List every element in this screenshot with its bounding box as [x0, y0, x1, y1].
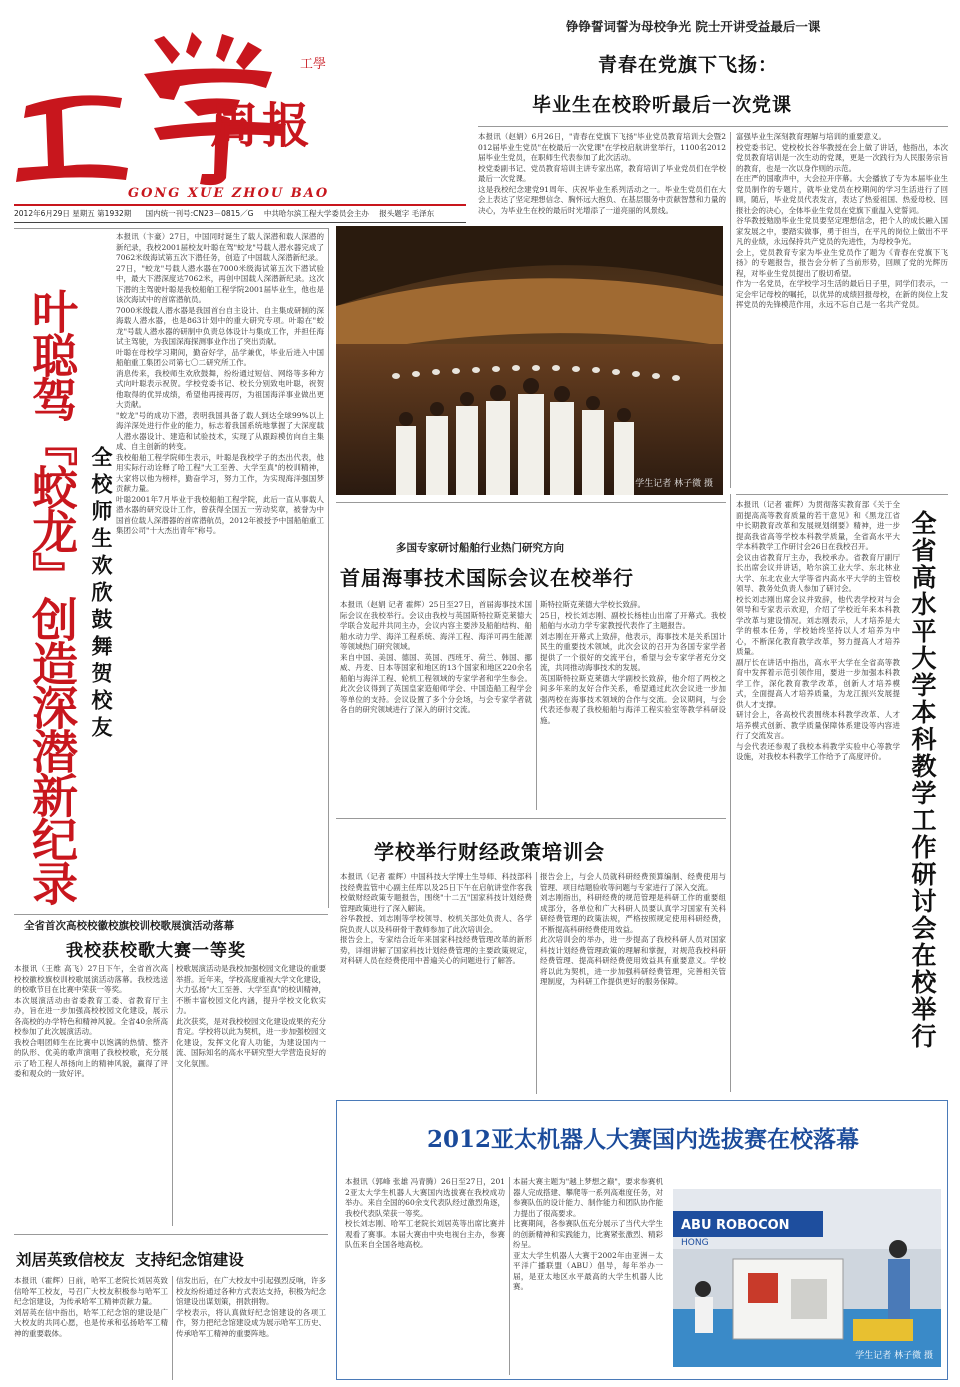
masthead-pinyin: GONG XUE ZHOU BAO — [128, 186, 330, 201]
robot-headline: 2012亚太机器人大赛国内选拔赛在校落幕 — [426, 1126, 859, 1153]
conference-col-2: 斯特拉斯克莱德大学校长致辞。 25日，校长刘志刚、副校长杨桂山出席了开幕式。我校船舶与水动力学专家教授代表作了主题报告。 刘志刚在开幕式上致辞，他表示，海事技术是关系国计民生的重要技术领域，此次会议的召开为各国专家学者提供了一个很好的交流平台，希望与会专家学者充分交流，共同推动海事技术的发展。 英国斯特拉斯克莱德大学副校长致辞，他介绍了两校之间多年来的友好合作关系，希望通过此次会议进一步加强两校在海事技术领域的合作与交流。会议期间，与会代表还参观了我校船舶与海洋工程实验室等教学科研设施。 — [540, 600, 726, 725]
conference-col-divider — [536, 600, 537, 810]
finance-col-1: 本报讯（记者 霍辉）中国科技大学博士生导师、科技部科技经费监管中心副主任库以及25日下午在启航讲堂作客我校做财经政策专题报告，围绕"十二五"国家科技计划经费管理政策进行了深入解读。 谷华教授、刘志刚等学校领导、校机关部处负责人、各学院负责人以及科研骨干教师参加了此次培训会。 报告会上，专家结合近年来国家科技经费管理改革的新形势，详细讲解了国家科技计划经费管理的主要政策规定，对科研人员在经费使用中普遍关心的问题进行了解答。 — [340, 872, 532, 965]
robot-competition-photo-icon — [673, 1189, 941, 1367]
lead-headline-2: 毕业生在校聆听最后一次党课 — [532, 94, 793, 116]
left-subhead: 全校师生欢欣鼓舞贺校友 — [89, 446, 114, 743]
masthead-info-line — [14, 208, 466, 219]
lead-headline-1: 青春在党旗下飞扬： — [598, 54, 779, 76]
anthem-kicker: 全省首次高校校徽校旗校训校歌展演活动落幕 — [24, 920, 234, 932]
anthem-top-rule — [14, 914, 328, 915]
left-body: 本报讯（卞豪）27日，中国同时诞生了载人深潜和载人深潜的新纪录，我校2001届校友叶聪在驾"蛟龙"号载人潜水器完成了7062米级海试第五次下潜任务，创造了中国载人深潜新纪录。 27日，"蛟龙"号载人潜水器在7000米级海试第五次下潜试验中，最大下潜深度达7062米，再创中国载人深潜新纪录。这次下潜的主驾驶叶聪是我校船舶工程学院2001届毕业生，他也是该次海试中的首席潜航员。 7000米级载人潜水器是我国首台自主设计、自主集成研制的深海载人潜水器，也是863计划中的重大研究专项。叶聪在"蛟龙"号载人潜水器的研制中负责总体设计与集成工作，并担任海试主驾驶，为我国深海探测事业作出了突出贡献。 叶聪在母校学习期间，勤奋好学，品学兼优，毕业后进入中国船舶重工集团公司第七〇二研究所工作。 消息传来，我校师生欢欣鼓舞，纷纷通过短信、网络等多种方式向叶聪表示祝贺。学校党委书记、校长分别致电叶聪，祝贺他取得的优异成绩，希望他再接再厉，为祖国海洋事业做出更大贡献。 "蛟龙"号的成功下潜，表明我国具备了载人到达全球99%以上海洋深处进行作业的能力，标志着我国系统地掌握了大深度载人潜水器设计、建造和试验技术，实现了从跟踪模仿向自主集成、自主创新的转变。 我校船舶工程学院师生表示，叶聪是我校学子的杰出代表，他用实际行动诠释了哈工程"大工至善、大学至真"的校训精神，大家将以他为榜样，勤奋学习，努力工作，为实现海洋强国梦贡献力量。 叶聪2001年7月毕业于我校船舶工程学院，此后一直从事载人潜水器的研究设计工作，曾获得全国五一劳动奖章，被誉为中国首位载人深潜器的首席潜航员，2012年被授予中国船舶重工集团公司"十大杰出青年"称号。 — [116, 232, 324, 535]
right-headline: 全省高水平大学本科教学工作研讨会在校举行 — [908, 510, 937, 1050]
donation-headline: 刘居英致信校友 支持纪念馆建设 — [16, 1250, 244, 1269]
donation-top-rule — [14, 1234, 328, 1235]
robot-col-2: 本届大赛主题为"越上梦想之巅"，要求参赛机器人完成搭建、攀爬等一系列高难度任务，对参赛队伍的设计能力、制作能力和团队协作能力提出了很高要求。 比赛期间，各参赛队伍充分展示了当代大学生的创新精神和实践能力，比赛紧张激烈、精彩纷呈。 亚太大学生机器人大赛于2002年由亚洲－太平洋广播联盟（ABU）倡导，每年举办一届，是亚太地区水平最高的大学生机器人比赛。 — [513, 1177, 663, 1291]
robot-photo — [673, 1189, 941, 1367]
finance-top-rule — [336, 818, 726, 819]
donation-col-1: 本报讯（霍辉）日前，哈军工老院长刘居英致信哈军工校友，号召广大校友积极参与哈军工纪念馆建设，为传承哈军工精神贡献力量。 刘居英在信中指出，哈军工纪念馆的建设是广大校友的共同心愿，也是传承和弘扬哈军工精神的重要载体。 — [14, 1276, 168, 1338]
masthead-red-rule — [14, 204, 466, 206]
conference-kicker: 多国专家研讨船舶行业热门研究方向 — [396, 542, 564, 554]
right-body: 本报讯（记者 霍辉）为贯彻落实教育部《关于全面提高高等教育质量的若干意见》和《黑龙江省中长期教育改革和发展规划纲要》精神，进一步提高我省高等学校本科教学质量，全省高水平大学本科教学工作研讨会26日在我校召开。 会议由省教育厅主办，我校承办。省教育厅副厅长出席会议并讲话，哈尔滨工业大学、东北林业大学、东北农业大学等省内高水平大学的主管校领导、教务处负责人参加了研讨会。 校长刘志刚出席会议并致辞，他代表学校对与会领导和专家表示欢迎，介绍了学校近年来本科教学改革与建设情况。刘志刚表示，人才培养是大学的根本任务，学校始终坚持以人才培养为中心，不断深化教育教学改革，努力提高人才培养质量。 副厅长在讲话中指出，高水平大学在全省高等教育中发挥着示范引领作用，要进一步加强本科教学工作，深化教育教学改革，创新人才培养模式，全面提高人才培养质量，为龙江振兴发展提供人才支撑。 研讨会上，各高校代表围绕本科教学改革、人才培养模式创新、教学质量保障体系建设等内容进行了交流发言。 与会代表还参观了我校本科教学实验中心等教学设施，对我校本科教学工作给予了高度评价。 — [736, 500, 900, 761]
donation-col-divider — [172, 1276, 173, 1380]
lead-col-2: 富强毕业生深刻教育理解与培训的重要意义。 校党委书记、党校校长谷华教授在会上做了讲话，他指出，本次党员教育培训是一次生动的党课，更是一次践行为人民服务宗旨的教育，也是一次以身作则的示范。 在庄严的国歌声中，大会拉开序幕。大会播放了专为本届毕业生党员制作的专题片，就毕业党员在校期间的学习生活进行了回顾，随后，毕业党员代表发言，表达了热爱祖国、热爱母校、回报社会的决心，全体毕业生党员在党旗下重温入党誓词。 谷华教授勉励毕业生党员要坚定理想信念，把个人的成长融入国家发展之中，要踏实做事，勇于担当，在平凡的岗位上做出不平凡的业绩，永远保持共产党员的先进性，为母校争光。 会上，党员教育专家为毕业生党员作了题为《青春在党旗下飞扬》的专题报告，报告会分析了当前形势，回顾了党的光辉历程，对毕业生党员提出了殷切希望。 作为一名党员，在学校学习生活的最后日子里，同学们表示，一定会牢记母校的嘱托，以优异的成绩回报母校，在新的岗位上发挥党员的先锋模范作用，永远不忘自己是一名共产党员。 — [736, 132, 948, 309]
main-photo-caption: 学生记者 林子微 摄 — [635, 479, 713, 489]
anthem-col-divider — [172, 964, 173, 1226]
robot-banner-text-2: HONG — [681, 1238, 709, 1248]
lead-col-1: 本报讯（赵娟）6月26日，"青春在党旗下飞扬"毕业党员教育培训大会暨2012届毕业生党员"在校最后一次党课"在学校启航讲堂举行，1100名2012届毕业生党员，在职师生代表参加了此次活动。 校党委副书记、党员教育培训主讲专家出席，教育培训了毕业党员们在学校最后一次党课。 这是我校纪念建党91周年、庆祝毕业生系列活动之一。毕业生党员们在大会上表达了坚定理想信念、胸怀远大抱负、在基层服务中贡献智慧和力量的决心，为毕业生在校的最后时光增添了一道亮丽的风景线。 — [478, 132, 726, 215]
issue-date: 2012年6月29日 星期五 第1932期 — [14, 209, 132, 218]
conference-col-1: 本报讯（赵娟 记者 霍辉）25日至27日，首届海事技术国际会议在我校举行。会议由我校与英国斯特拉斯克莱德大学联合发起并共同主办，会议内容主要涉及船舶结构、船舶水动力学、海洋工程系统、海洋工程、海洋可再生能源等领域热门研究领域。 来自中国、美国、德国、英国、西班牙、荷兰、韩国、挪威、丹麦、日本等国家和地区的13个国家和地区220余名船舶与海洋工程、轮机工程领域的专家学者和学生参会。此次会议得到了英国皇家造船师学会、中国造船工程学会等单位的支持。会议设置了多个分会场，与会专家学者就各自的研究领域进行了深入的研讨交流。 — [340, 600, 532, 714]
left-story-right-rule — [328, 228, 329, 908]
auditorium-photo-icon — [336, 226, 723, 495]
robot-banner-text: ABU ROBOCON — [681, 1218, 790, 1233]
lead-kicker: 铮铮誓词誓为母校争光 院士开讲受益最后一课 — [566, 19, 821, 34]
sponsor: 中共哈尔滨工程大学委员会主办 — [263, 209, 369, 218]
masthead-title: 周报 — [210, 98, 315, 154]
right-story-top-rule — [736, 494, 948, 495]
anthem-headline: 我校获校歌大赛一等奖 — [66, 941, 246, 961]
conference-top-rule — [336, 502, 726, 503]
finance-headline: 学校举行财经政策培训会 — [374, 840, 605, 864]
right-story-left-rule — [730, 494, 731, 1092]
finance-col-divider — [536, 872, 537, 1094]
left-headline: 叶聪驾『蛟龙』创造深潜新纪录 — [25, 288, 79, 904]
masthead-bottom-rule — [14, 222, 466, 223]
lead-rule — [478, 126, 948, 127]
main-photo — [336, 226, 723, 495]
logo-text: 工學 — [300, 57, 327, 72]
anthem-col-2: 校歌展演活动是我校加强校园文化建设的重要举措。近年来，学校高度重视大学文化建设，大力弘扬"大工至善、大学至真"的校训精神，不断丰富校园文化内涵，提升学校文化软实力。 此次获奖，是对我校校园文化建设成果的充分肯定。学校将以此为契机，进一步加强校园文化建设，发挥文化育人功能，为建设国内一流、国际知名的高水平研究型大学营造良好的文化氛围。 — [176, 964, 326, 1068]
conference-headline: 首届海事技术国际会议在校举行 — [340, 566, 634, 590]
lead-col-divider — [730, 132, 731, 488]
anthem-col-1: 本报讯（王维 高飞）27日下午，全省首次高校校徽校旗校训校歌展演活动落幕。我校选送的校歌节目在比赛中荣获一等奖。 本次展演活动由省委教育工委、省教育厅主办，旨在进一步加强高校校园文化建设，展示各高校的办学特色和精神风貌。全省40余所高校参加了此次展演活动。 我校合唱团师生在比赛中以饱满的热情、整齐的队形、优美的歌声演唱了我校校歌，充分展示了哈工程人昂扬向上的精神风貌，赢得了评委和观众的一致好评。 — [14, 964, 168, 1078]
cn-number: 国内统一刊号:CN23－0815／G — [145, 209, 254, 218]
robot-col-1: 本报讯（郭峰 张雄 冯青腾）26日至27日，2012亚太大学生机器人大赛国内选拔赛在我校成功举办。来自全国的60余支代表队经过激烈角逐，我校代表队荣获一等奖。 校长刘志刚、哈军工老院长刘居英等出席比赛并观看了赛事。本届大赛由中央电视台主办，参赛队伍来自全国各地高校。 — [345, 1177, 505, 1249]
robot-box — [336, 1100, 948, 1380]
left-story-top-rule — [14, 228, 328, 229]
donation-col-2: 信发出后，在广大校友中引起强烈反响，许多校友纷纷通过各种方式表达支持，积极为纪念馆建设出谋划策，捐款捐物。 学校表示，将认真做好纪念馆建设的各项工作，努力把纪念馆建设成为展示哈军工历史、传承哈军工精神的重要阵地。 — [176, 1276, 326, 1338]
finance-col-2: 报告会上，与会人员就科研经费预算编制、经费使用与管理、项目结题验收等问题与专家进行了深入交流。 刘志刚指出，科研经费的规范管理是科研工作的重要组成部分，各单位和广大科研人员要认真学习国家有关科研经费管理的政策法规，严格按照规定使用科研经费，不断提高科研经费使用效益。 此次培训会的举办，进一步提高了我校科研人员对国家科技计划经费管理政策的理解和掌握，对规范我校科研经费管理、提高科研经费使用效益具有重要意义。学校将以此为契机，进一步加强科研经费管理，完善相关管理制度，为科研工作提供更好的服务保障。 — [540, 872, 726, 986]
title-calligrapher: 报头题字 毛泽东 — [379, 209, 435, 218]
robot-photo-caption: 学生记者 林子微 摄 — [855, 1351, 933, 1361]
robot-col-divider-1 — [509, 1177, 510, 1375]
